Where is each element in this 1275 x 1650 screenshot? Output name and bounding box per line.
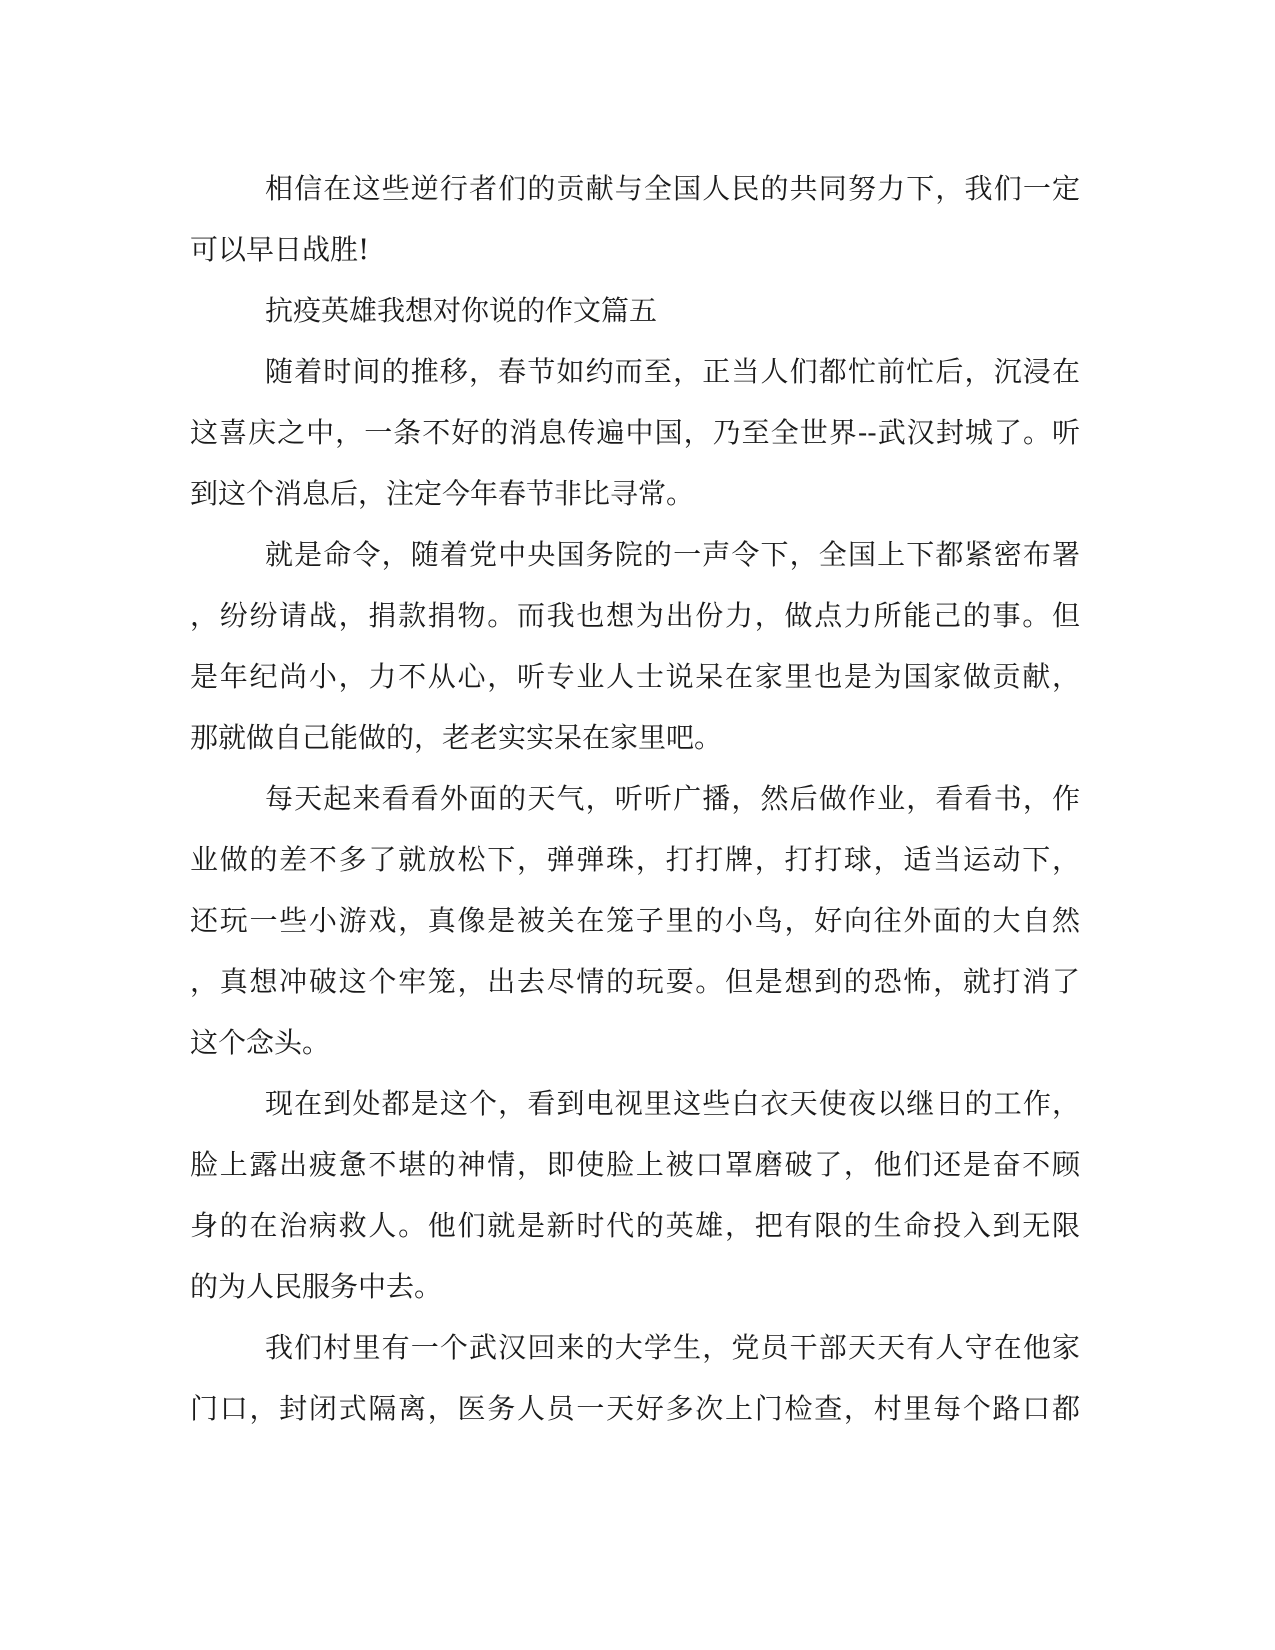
section-heading-line: 抗疫英雄我想对你说的作文篇五	[265, 294, 658, 327]
paragraph-angels-line: 身的在治病救人。他们就是新时代的英雄，把有限的生命投入到无限	[190, 1209, 1080, 1242]
paragraph-spring-festival-line: 随着时间的推移，春节如约而至，正当人们都忙前忙后，沉浸在	[265, 355, 1080, 388]
paragraph-daily-life-line: 每天起来看看外面的天气，听听广播，然后做作业，看看书，作	[265, 782, 1080, 815]
paragraph-angels-line: 现在到处都是这个，看到电视里这些白衣天使夜以继日的工作，	[265, 1087, 1080, 1120]
paragraph-angels-line: 的为人民服务中去。	[190, 1270, 443, 1303]
paragraph-command-line: 就是命令，随着党中央国务院的一声令下，全国上下都紧密布署	[265, 538, 1080, 571]
paragraph-spring-festival-line: 这喜庆之中，一条不好的消息传遍中国，乃至全世界--武汉封城了。听	[190, 416, 1080, 449]
paragraph-village-line: 门口，封闭式隔离，医务人员一天好多次上门检查，村里每个路口都	[190, 1392, 1080, 1425]
paragraph-angels-line: 脸上露出疲惫不堪的神情，即使脸上被口罩磨破了，他们还是奋不顾	[190, 1148, 1080, 1181]
paragraph-conclusion-line: 相信在这些逆行者们的贡献与全国人民的共同努力下，我们一定	[265, 172, 1080, 205]
paragraph-daily-life-line: ，真想冲破这个牢笼，出去尽情的玩耍。但是想到的恐怖，就打消了	[190, 965, 1080, 998]
paragraph-daily-life-line: 这个念头。	[190, 1026, 331, 1059]
paragraph-conclusion-line: 可以早日战胜!	[190, 233, 370, 266]
paragraph-command-line: ，纷纷请战，捐款捐物。而我也想为出份力，做点力所能己的事。但	[190, 599, 1080, 632]
paragraph-daily-life-line: 业做的差不多了就放松下，弹弹珠，打打牌，打打球，适当运动下，	[190, 843, 1080, 876]
paragraph-spring-festival-line: 到这个消息后，注定今年春节非比寻常。	[190, 477, 695, 510]
document-body	[190, 158, 1080, 1439]
paragraph-command-line: 那就做自己能做的，老老实实呆在家里吧。	[190, 721, 723, 754]
paragraph-village-line: 我们村里有一个武汉回来的大学生，党员干部天天有人守在他家	[265, 1331, 1080, 1364]
paragraph-command-line: 是年纪尚小，力不从心，听专业人士说呆在家里也是为国家做贡献，	[190, 660, 1080, 693]
paragraph-daily-life-line: 还玩一些小游戏，真像是被关在笼子里的小鸟，好向往外面的大自然	[190, 904, 1080, 937]
